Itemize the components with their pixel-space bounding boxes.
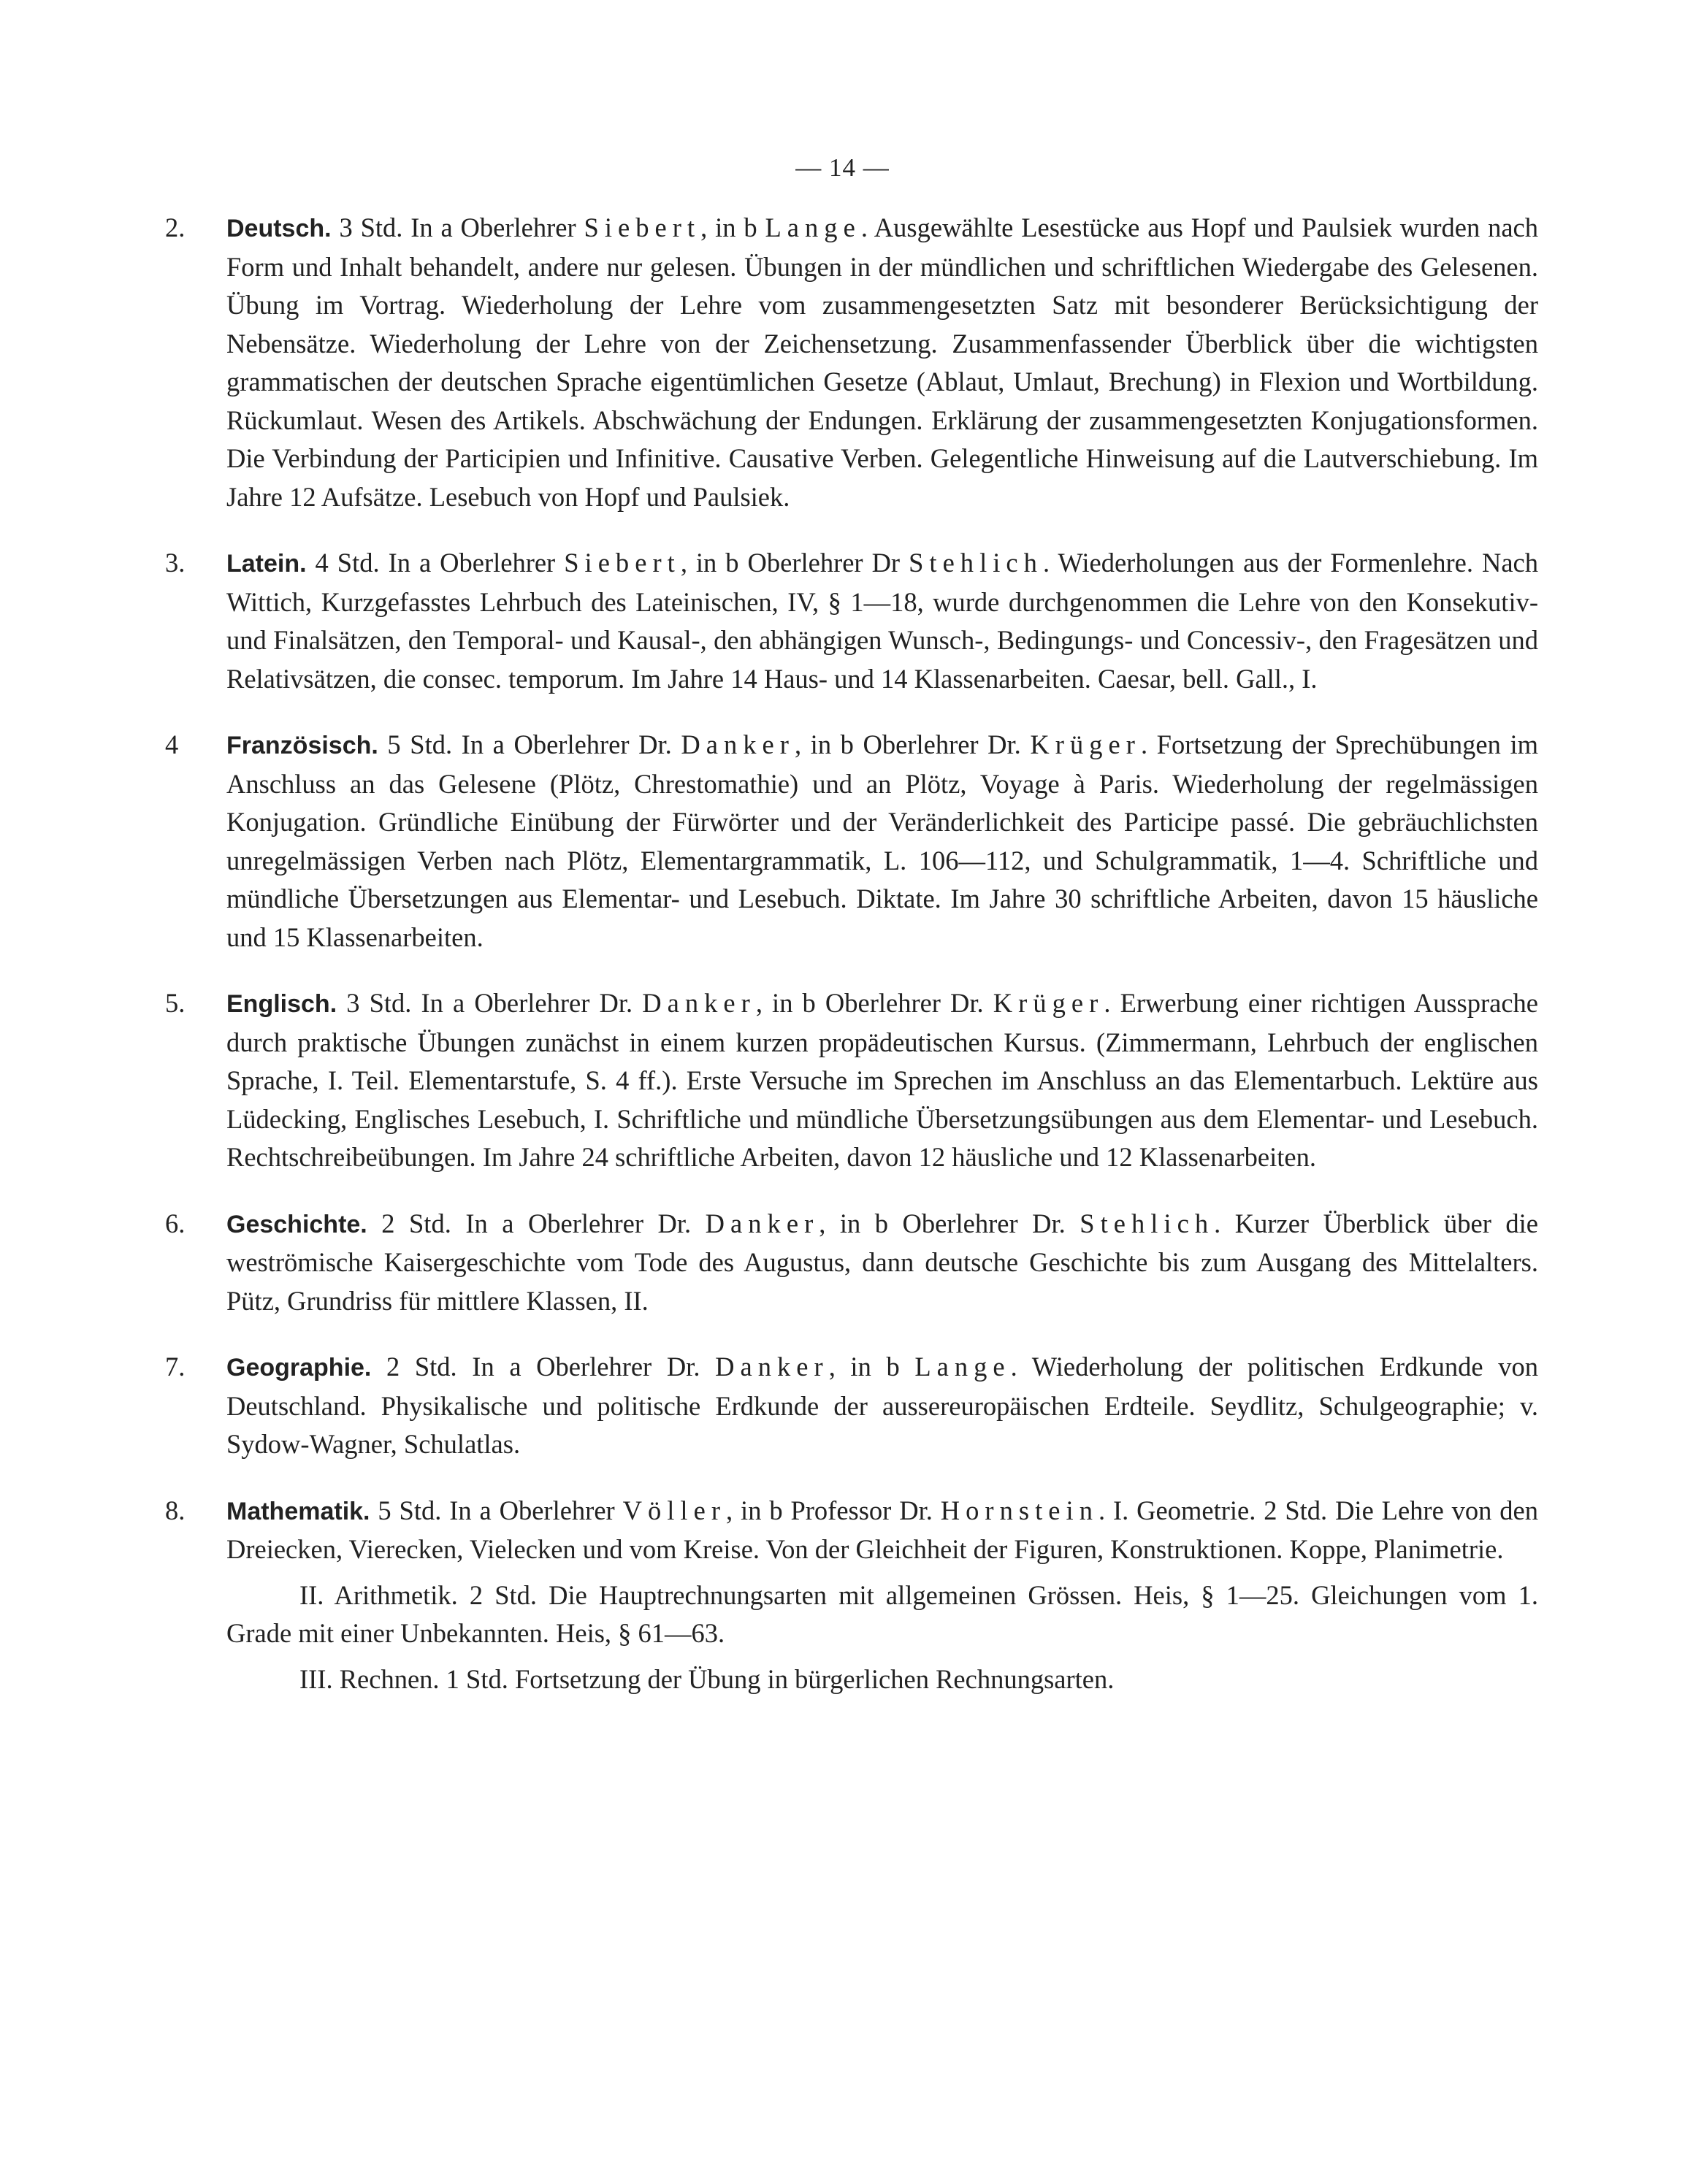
section-text: , in b Professor Dr. — [726, 1495, 941, 1525]
teacher-name: Lange — [765, 212, 861, 242]
teacher-name: Lange — [914, 1352, 1011, 1382]
section-text: . Wiederholung der politischen Erdkunde von Deutschland. Physikalische und politische Erdkunde der aussereuropäischen Erdteile. Seydlitz, Schulgeographie; v. Sydow-Wagner, Schulatlas. — [226, 1352, 1538, 1459]
teacher-name: Stehlich — [1080, 1208, 1215, 1238]
teacher-name: Völler — [622, 1495, 727, 1525]
subject-section — [165, 1492, 1538, 1699]
section-text: 2 Std. In a Oberlehrer Dr. — [367, 1208, 706, 1238]
section-text: , in b — [700, 212, 765, 242]
section-text: . Ausgewählte Lesestücke aus Hopf und Paulsiek wurden nach Form und Inhalt behandelt, andere nur gelesen. Übungen in der mündlichen und schriftlichen Wiedergabe des Gelesenen. Übung im Vortrag. Wiederholung der Lehre vom zusammengesetzten Satz mit besonderer Berücksichtigung der Nebensätze. Wiederholung der Lehre von der Zeichensetzung. Zusammenfassender Überblick über die wichtigsten grammatischen der deutschen Sprache eigentümlichen Gesetze (Ablaut, Umlaut, Brechung) in Flexion und Wortbildung. Rückumlaut. Wesen des Artikels. Abschwächung der Endungen. Erklärung der zusammengesetzten Konjugationsformen. Die Verbindung der Participien und Infinitive. Causative Verben. Gelegentliche Hinweisung auf die Lautverschiebung. Im Jahre 12 Aufsätze. Lesebuch von Hopf und Paulsiek. — [226, 212, 1538, 512]
section-number: 3. — [165, 548, 186, 578]
section-number: 2. — [165, 212, 186, 242]
section-body — [226, 1205, 1538, 1321]
section-text: . Kurzer Überblick über die weströmische Kaisergeschichte vom Tode des Augustus, dann deutsche Geschichte bis zum Ausgang des Mittelalters. Pütz, Grundriss für mittlere Klassen, II. — [226, 1208, 1538, 1316]
subject-heading: Geographie. — [226, 1354, 372, 1382]
subject-heading: Geschichte. — [226, 1210, 367, 1238]
subject-heading: Latein. — [226, 550, 307, 578]
section-body — [226, 1348, 1538, 1464]
teacher-name: Siebert — [564, 548, 681, 578]
teacher-name: Danker — [681, 729, 795, 759]
sub-paragraph: III. Rechnen. 1 Std. Fortsetzung der Übung in bürgerlichen Rechnungsarten. — [299, 1663, 1115, 1694]
section-text: , in b Oberlehrer Dr. — [819, 1208, 1080, 1238]
section-text: . Wiederholungen aus der Formenlehre. Nach Wittich, Kurzgefasstes Lehrbuch des Lateinischen, IV, § 1—18, wurde durchgenommen die Lehre von den Konsekutiv- und Finalsätzen, den Temporal- und Kausal-, den abhängigen Wunsch-, Bedingungs- und Concessiv-, den Fragesätzen und Relativsätzen, die consec. temporum. Im Jahre 14 Haus- und 14 Klassenarbeiten. Caesar, bell. Gall., I. — [226, 548, 1538, 694]
section-number: 7. — [165, 1352, 186, 1382]
section-text: 5 Std. In a Oberlehrer — [370, 1495, 623, 1525]
section-number: 4 — [165, 729, 179, 759]
subject-section — [165, 1348, 1538, 1464]
teacher-name: Stehlich — [909, 548, 1043, 578]
section-text: . I. Geometrie. 2 Std. Die Lehre von den Dreiecken, Vierecken, Vielecken und vom Kreise. Von der Gleichheit der Figuren, Konstruktionen. Koppe, Planimetrie. — [226, 1495, 1538, 1564]
subject-heading: Mathematik. — [226, 1497, 370, 1525]
page-number: — 14 — — [795, 153, 890, 182]
section-text: . Fortsetzung der Sprechübungen im Anschluss an das Gelesene (Plötz, Chrestomathie) und an Plötz, Voyage à Paris. Wiederholung der regelmässigen Konjugation. Gründliche Einübung der Fürwörter und der Veränderlichkeit des Participe passé. Die gebräuchlichsten unregelmässigen Verben nach Plötz, Elementargrammatik, L. 106—112, und Schulgrammatik, 1—4. Schriftliche und mündliche Übersetzungen aus Elementar- und Lesebuch. Diktate. Im Jahre 30 schriftliche Arbeiten, davon 15 häusliche und 15 Klassenarbeiten. — [226, 729, 1538, 952]
teacher-name: Danker — [705, 1208, 819, 1238]
subject-section — [165, 544, 1538, 698]
subject-heading: Deutsch. — [226, 215, 332, 242]
teacher-name: Krüger — [993, 988, 1104, 1018]
subject-section — [165, 984, 1538, 1177]
section-text: , in b Oberlehrer Dr — [680, 548, 909, 578]
section-text: 5 Std. In a Oberlehrer Dr. — [378, 729, 681, 759]
section-text: , in b Oberlehrer Dr. — [755, 988, 993, 1018]
subject-section — [165, 209, 1538, 516]
subject-section — [165, 1205, 1538, 1321]
section-text: 2 Std. In a Oberlehrer Dr. — [371, 1352, 716, 1382]
subject-section — [165, 726, 1538, 957]
teacher-name: Krüger — [1030, 729, 1141, 759]
section-text: , in b Oberlehrer Dr. — [794, 729, 1031, 759]
section-text: . Erwerbung einer richtigen Aussprache durch praktische Übungen zunächst in einem kurzen propädeutischen Kursus. (Zimmermann, Lehrbuch der englischen Sprache, I. Teil. Elementarstufe, S. 4 ff.). Erste Versuche im Sprechen im Anschluss an das Elementarbuch. Lektüre aus Lüdecking, Englisches Lesebuch, I. Schriftliche und mündliche Übersetzungsübungen aus dem Elementar- und Lesebuch. Rechtschreibeübungen. Im Jahre 24 schriftliche Arbeiten, davon 12 häusliche und 12 Klassenarbeiten. — [226, 988, 1538, 1172]
section-number: 8. — [165, 1495, 186, 1525]
section-text: 3 Std. In a Oberlehrer — [331, 212, 584, 242]
section-body — [226, 544, 1538, 698]
teacher-name: Danker — [642, 988, 756, 1018]
section-body — [226, 726, 1538, 957]
section-body — [226, 209, 1538, 516]
section-text: 4 Std. In a Oberlehrer — [306, 548, 565, 578]
teacher-name: Danker — [715, 1352, 829, 1382]
subject-heading: Französisch. — [226, 732, 378, 759]
teacher-name: Hornstein — [940, 1495, 1099, 1525]
section-number: 5. — [165, 988, 186, 1018]
subject-heading: Englisch. — [226, 990, 337, 1018]
sub-paragraph: II. Arithmetik. 2 Std. Die Hauptrechnungsarten mit allgemeinen Grössen. Heis, § 1—25. Gleichungen vom 1. Grade mit einer Unbekannten. Heis, § 61—63. — [226, 1579, 1538, 1648]
section-body — [226, 984, 1538, 1177]
section-body — [226, 1492, 1538, 1569]
section-text: , in b — [828, 1352, 915, 1382]
teacher-name: Siebert — [584, 212, 701, 242]
section-text: 3 Std. In a Oberlehrer Dr. — [337, 988, 643, 1018]
section-number: 6. — [165, 1208, 186, 1238]
curriculum-text — [165, 209, 1538, 1726]
